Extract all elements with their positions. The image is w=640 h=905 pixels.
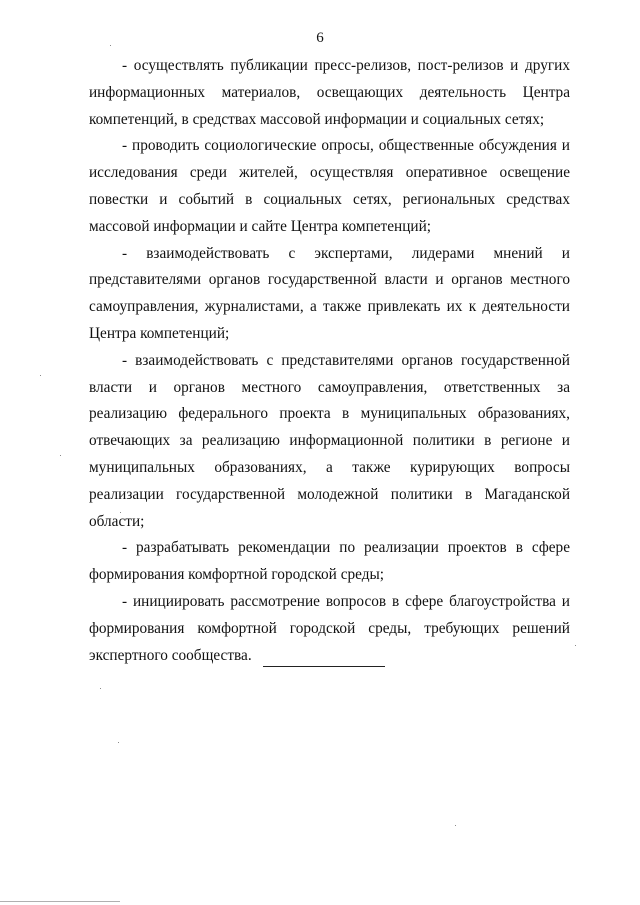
scan-speck — [100, 688, 101, 689]
paragraph-authorities: - взаимодействовать с представителями органов государственной власти и органов местного самоуправления, ответственных за реализацию федерального проекта в муниципальных образованиях, отвечающих за реализацию информационной политики в регионе и муниципальных образованиях, а также курирующих вопросы реализации государственной молодежной политики в Магаданской области; — [89, 351, 570, 530]
scan-speck — [40, 375, 41, 376]
scan-speck — [110, 45, 111, 46]
paragraph-initiatives: - инициировать рассмотрение вопросов в сфере благоустройства и формирования комфортной городской среды, требующих решений экспертного сообщества. — [89, 592, 570, 664]
document-body — [89, 53, 570, 669]
scan-speck — [120, 512, 121, 513]
scan-speck — [60, 455, 61, 456]
page-number: 6 — [316, 30, 324, 46]
scan-speck — [118, 742, 119, 743]
paragraph-experts: - взаимодействовать с экспертами, лидерами мнений и представителями органов государственной власти и органов местного самоуправления, журналистами, а также привлекать их к деятельности Центра компетенций; — [89, 244, 570, 342]
paragraph-publications: - осуществлять публикации пресс-релизов, пост-релизов и других информационных материалов, освещающих деятельность Центра компетенций, в средствах массовой информации и социальных сетях; — [89, 57, 570, 128]
scan-edge-line — [0, 901, 120, 902]
paragraph-recommendations: - разрабатывать рекомендации по реализации проектов в сфере формирования комфортной городской среды; — [89, 539, 570, 584]
paragraph-surveys: - проводить социологические опросы, общественные обсуждения и исследования среди жителей, осуществляя оперативное освещение повестки и событий в социальных сетях, региональных средствах массовой информации и сайте Центра компетенций; — [89, 137, 570, 235]
scan-speck — [455, 825, 456, 826]
end-separator-line — [263, 666, 385, 667]
scan-speck — [575, 645, 576, 646]
